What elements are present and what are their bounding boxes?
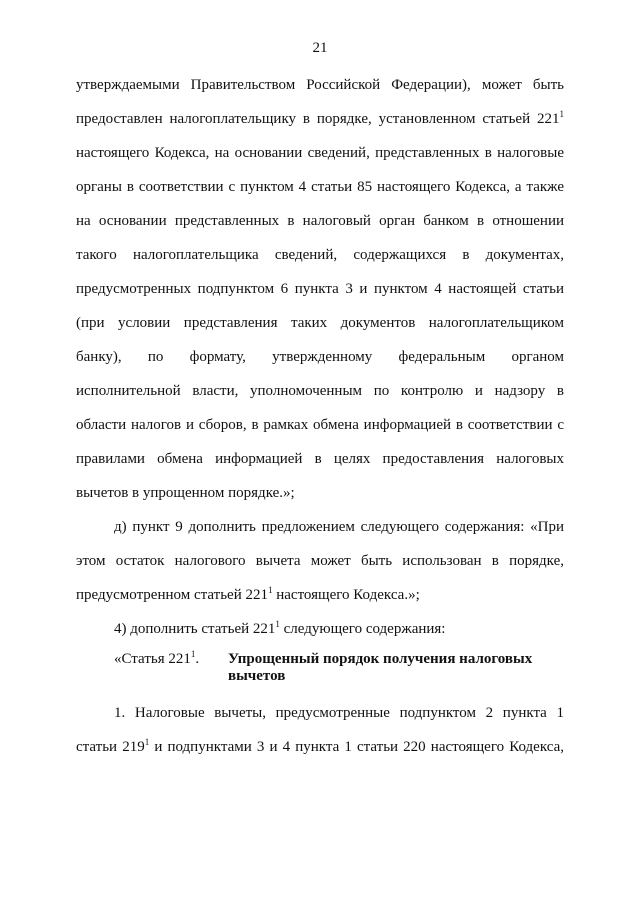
text-line: утверждаемыми Правительством Российской Федерации), может быть [76,77,564,93]
document-body [76,68,564,764]
text-line: области налогов и сборов, в рамках обмена информацией в соответствии с [76,417,564,433]
text-line: правилами обмена информацией в целях предоставления налоговых [76,451,564,467]
text-line: на основании представленных в налоговый орган банком в отношении [76,213,564,229]
text-line: настоящего Кодекса, на основании сведений, представленных в налоговые [76,145,564,161]
text-line: статьи $219^1$ и подпунктами 3 и 4 пункта 1 статьи 220 настоящего Кодекса, [76,737,564,755]
text-line: (при условии представления таких документов налогоплательщиком [76,315,564,331]
text-line: предусмотренном статьей $221^1$ настоящего Кодекса.»; [76,585,420,603]
text-line: этом остаток налогового вычета может быть использован в порядке, [76,553,564,569]
text-line: д) пункт 9 дополнить предложением следующего содержания: «При [114,519,564,535]
text-line: органы в соответствии с пунктом 4 статьи 85 настоящего Кодекса, а также [76,179,564,195]
paragraph-4 [76,612,564,646]
text-line: 4) дополнить статьей $221^1$ следующего содержания: [114,619,446,637]
page-number: 21 [312,40,328,56]
text-line: банку), по формату, утвержденному федеральным органом [76,349,564,365]
superscript: 1 [144,737,150,747]
superscript: 1 [267,585,273,595]
superscript: 1 [190,649,196,659]
text-line: предоставлен налогоплательщику в порядке, установленном статьей $221^1$ [76,109,564,127]
text-line: предусмотренных подпунктом 6 пункта 3 и пунктом 4 настоящей статьи [76,281,564,297]
text-line: такого налогоплательщика сведений, содержащихся в документах, [76,247,564,263]
paragraph-article-1 [76,696,564,764]
article-heading [76,648,564,696]
paragraph-continuation [76,68,564,510]
text-line: 1. Налоговые вычеты, предусмотренные подпунктом 2 пункта 1 [114,705,564,721]
superscript: 1 [275,619,280,629]
paragraph-d [76,510,564,612]
superscript: 1 [559,109,564,119]
text-line: исполнительной власти, уполномоченным по контролю и надзору в [76,383,564,399]
article-number: «Статья $221^1$. [114,649,200,667]
article-title: Упрощенный порядок получения налоговых вычетов [228,651,533,684]
text-line: вычетов в упрощенном порядке.»; [76,485,295,501]
